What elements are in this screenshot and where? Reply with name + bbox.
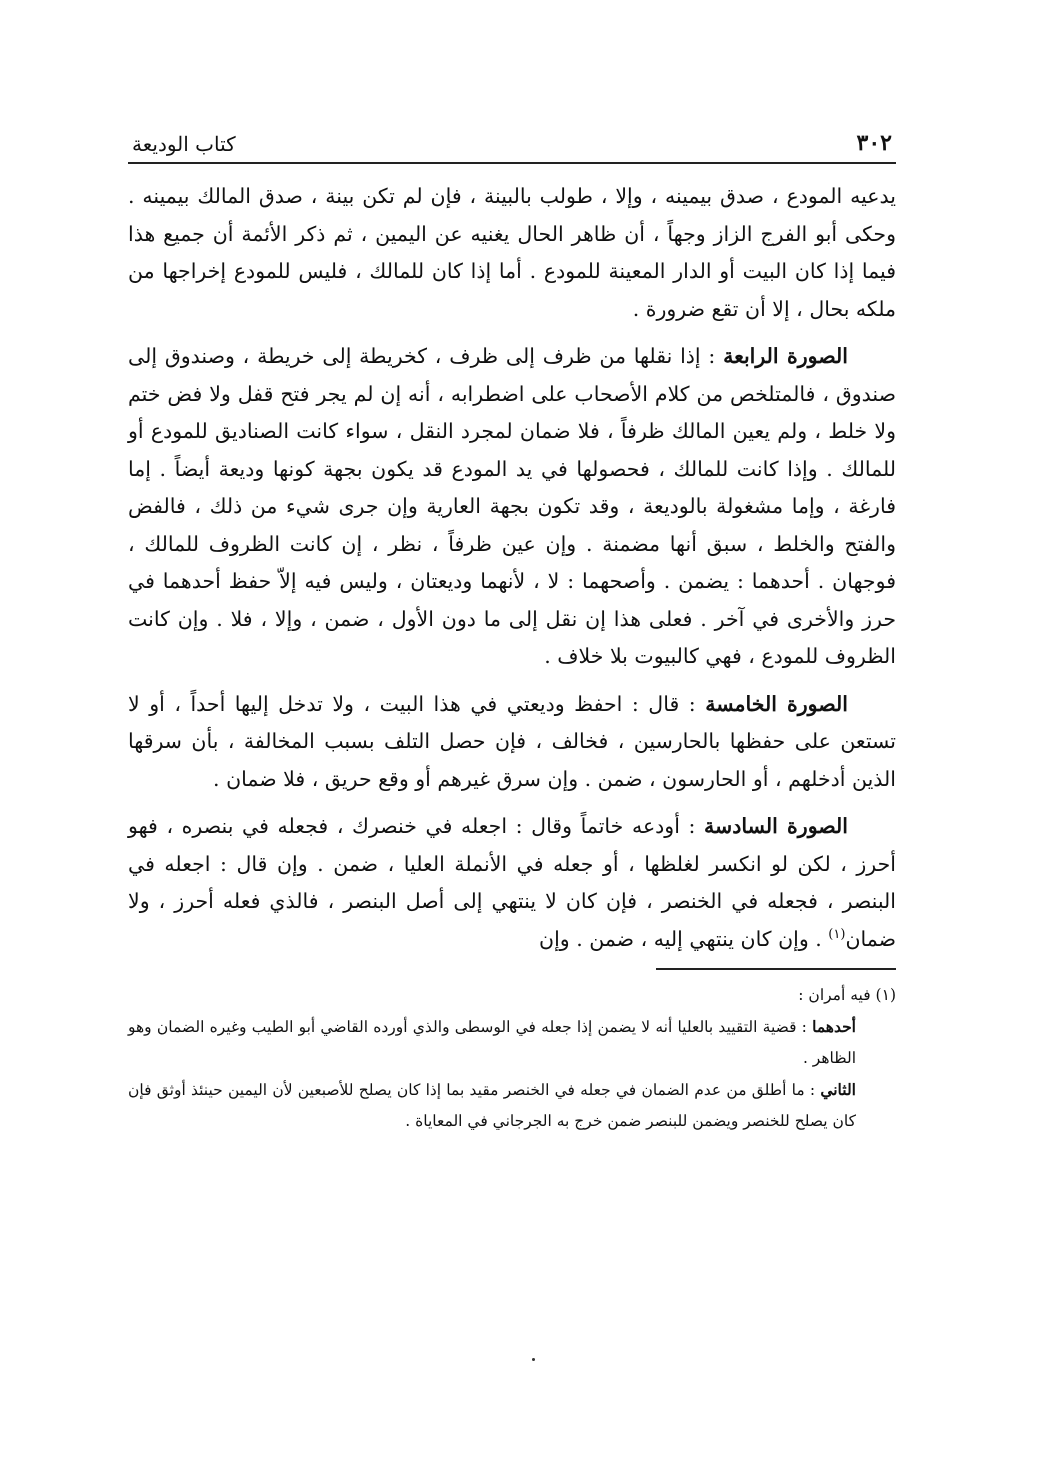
footnote-number: (١) bbox=[875, 986, 896, 1004]
paragraph-text-continued: . وإن كان ينتهي إليه ، ضمن . وإن bbox=[539, 926, 829, 951]
section-heading-5: الصورة الخامسة bbox=[705, 691, 848, 716]
paragraph-text: يدعيه المودع ، صدق بيمينه ، وإلا ، طولب بالبينة ، فإن لم تكن بينة ، صدق المالك بيمينه . وحكى أبو الفرج الزاز وجهاً ، أن ظاهر الحال يغنيه عن اليمين ، ثم ذكر الأئمة أن جميع هذا فيما إذا كان البيت أو الدار المعينة للمودع . أما إذا كان للمالك ، فليس للمودع إخراجها من ملكه بحال ، إلا أن تقع ضرورة . bbox=[128, 184, 896, 321]
footnote-intro: فيه أمران : bbox=[798, 986, 871, 1004]
footnote-reference[interactable]: (١) bbox=[828, 926, 846, 942]
paragraph-text: : أودعه خاتماً وقال : اجعله في خنصرك ، فجعله في بنصره ، فهو أحرز ، لكن لو انكسر لغلظها ، أو جعله في الأنملة العليا ، ضمن . وإن قال : اجعله في البنصر ، فجعله في الخنصر ، فإن كان لا ينتهي إلى أصل البنصر ، فالذي فعله أحرز ، ولا ضمان bbox=[128, 814, 896, 951]
footnote-item-label: الثاني bbox=[820, 1080, 856, 1099]
footnote-item-text: : قضية التقييد بالعليا أنه لا يضمن إذا جعله في الوسطى والذي أورده القاضي أبو الطيب وغيره الضمان وهو الظاهر . bbox=[128, 1018, 856, 1067]
book-page bbox=[128, 118, 896, 1378]
page-number: ٣٠٢ bbox=[856, 130, 892, 156]
page-header bbox=[128, 118, 896, 164]
running-title: كتاب الوديعة bbox=[132, 132, 236, 156]
main-text bbox=[128, 178, 896, 958]
paragraph-text: : إذا نقلها من ظرف إلى ظرف ، كخريطة إلى خريطة ، وصندوق إلى صندوق ، فالمتلخص من كلام الأصحاب على اضطرابه ، أنه إن لم يجر فتح قفل ولا فض ختم ولا خلط ، ولم يعين المالك ظرفاً ، فلا ضمان لمجرد النقل ، سواء كانت الصناديق للمودع أو للمالك . وإذا كانت للمالك ، فحصولها في يد المودع قد يكون بجهة كونها وديعة أيضاً . إما فارغة ، وإما مشغولة بالوديعة ، وقد تكون بجهة العارية وإن جرى شيء من ذلك ، فالفض والفتح والخلط ، سبق أنها مضمنة . وإن عين ظرفاً ، نظر ، إن كانت الظروف للمالك ، فوجهان . أحدهما : يضمن . وأصحهما : لا ، لأنهما وديعتان ، وليس فيه إلاّ حفظ أحدهما في حرز والأخرى في آخر . فعلى هذا إن نقل إلى ما دون الأول ، ضمن ، وإلا ، فلا . وإن كانت الظروف للمودع ، فهي كالبيوت بلا خلاف . bbox=[128, 344, 896, 668]
paragraph-text: : قال : احفظ وديعتي في هذا البيت ، ولا تدخل إليها أحداً ، أو لا تستعن على حفظها بالحارسين ، فخالف ، فإن حصل التلف بسبب المخالفة ، بأن سرقها الذين أدخلهم ، أو الحارسون ، ضمن . وإن سرق غيرهم أو وقع حريق ، فلا ضمان . bbox=[128, 691, 896, 791]
footnote-item-text: : ما أطلق من عدم الضمان في جعله في الخنصر مقيد بما إذا كان يصلح للأصبعين لأن اليمين حينئذ أوثق فإن كان يصلح للخنصر ويضمن للبنصر ضمن خرج به الجرجاني في المعاياة . bbox=[128, 1081, 856, 1130]
footnotes bbox=[128, 980, 896, 1137]
scan-dot-mark bbox=[532, 1358, 535, 1361]
footnote-item-2 bbox=[128, 1074, 896, 1137]
footnote-item-1 bbox=[128, 1011, 896, 1074]
footnote-heading bbox=[128, 980, 896, 1011]
section-heading-6: الصورة السادسة bbox=[704, 814, 849, 838]
paragraph-4 bbox=[128, 808, 896, 958]
section-heading-4: الصورة الرابعة bbox=[723, 344, 848, 368]
paragraph-3 bbox=[128, 686, 896, 799]
footnote-item-label: أحدهما bbox=[812, 1017, 856, 1036]
paragraph-2 bbox=[128, 338, 896, 676]
paragraph-1 bbox=[128, 178, 896, 328]
footnote-divider bbox=[656, 968, 896, 970]
